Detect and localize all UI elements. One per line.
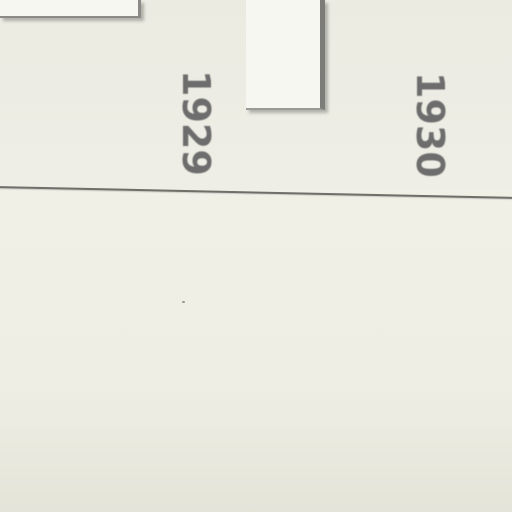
placard-text-line	[303, 4, 312, 100]
wall-speck	[182, 301, 185, 303]
exhibit-placard-left	[0, 0, 141, 18]
placard-blurred-text	[303, 4, 312, 100]
year-label-1929: 1929	[174, 70, 218, 176]
year-label-1930: 1930	[408, 72, 452, 178]
wall-lower	[0, 190, 512, 512]
exhibit-placard-right	[246, 0, 325, 110]
